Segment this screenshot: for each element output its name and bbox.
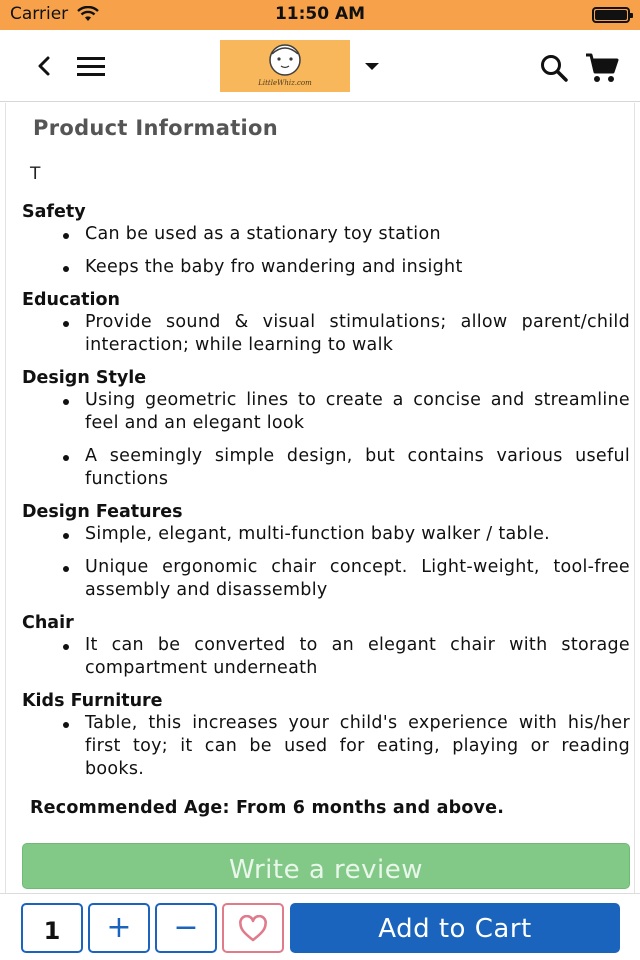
heading-design-style: Design Style: [22, 368, 147, 388]
list-item: Unique ergonomic chair concept. Light-weight, tool-free assembly and disassembly: [22, 556, 630, 602]
dropdown-caret-icon[interactable]: [360, 56, 384, 76]
list-design-features: [22, 523, 630, 602]
logo-text: LittleWhiz.com: [258, 79, 312, 87]
list-item: Using geometric lines to create a concise and streamline feel and an elegant look: [22, 389, 630, 435]
heart-icon: [238, 915, 268, 943]
list-item: Provide sound & visual stimulations; allow parent/child interaction; while learning to walk: [22, 311, 630, 357]
list-chair: [22, 634, 630, 680]
product-info-content[interactable]: [0, 103, 640, 893]
increase-quantity-button[interactable]: +: [88, 903, 150, 953]
heading-education: Education: [22, 290, 120, 310]
nav-bar: [0, 30, 640, 102]
recommended-age: Recommended Age: From 6 months and above.: [30, 798, 505, 818]
back-chevron-icon[interactable]: [28, 50, 60, 82]
favorite-button[interactable]: [222, 903, 284, 953]
write-review-button[interactable]: Write a review: [22, 843, 630, 889]
decrease-quantity-button[interactable]: −: [155, 903, 217, 953]
hamburger-menu-icon[interactable]: [74, 52, 108, 80]
carrier-label: Carrier: [10, 4, 69, 24]
status-time: 11:50 AM: [274, 4, 366, 24]
list-design-style: [22, 389, 630, 491]
list-item: It can be converted to an elegant chair with storage compartment underneath: [22, 634, 630, 680]
list-item: Simple, elegant, multi-function baby walker / table.: [22, 523, 630, 546]
list-item: Table, this increases your child's experience with his/her first toy; it can be used for eating, playing or reading books.: [22, 712, 630, 781]
product-info-card: [5, 103, 635, 893]
heading-safety: Safety: [22, 202, 86, 222]
status-bar: [0, 0, 640, 30]
section-title: Product Information: [33, 116, 279, 140]
heading-design-features: Design Features: [22, 502, 183, 522]
quantity-field[interactable]: 1: [21, 903, 83, 953]
stray-text: T: [30, 164, 41, 184]
heading-kids-furniture: Kids Furniture: [22, 691, 163, 711]
bottom-action-bar: [0, 893, 640, 960]
list-item: A seemingly simple design, but contains various useful functions: [22, 445, 630, 491]
product-description: [22, 201, 630, 791]
list-safety: [22, 223, 630, 279]
list-kids-furniture: [22, 712, 630, 781]
shopping-cart-icon[interactable]: [584, 52, 620, 84]
search-icon[interactable]: [538, 52, 570, 84]
heading-chair: Chair: [22, 613, 74, 633]
list-item: Keeps the baby fro wandering and insight: [22, 256, 630, 279]
store-logo[interactable]: [220, 40, 350, 92]
list-item: Can be used as a stationary toy station: [22, 223, 630, 246]
battery-icon: [592, 7, 630, 23]
list-education: [22, 311, 630, 357]
add-to-cart-button[interactable]: Add to Cart: [290, 903, 620, 953]
baby-face-icon: [220, 40, 350, 80]
